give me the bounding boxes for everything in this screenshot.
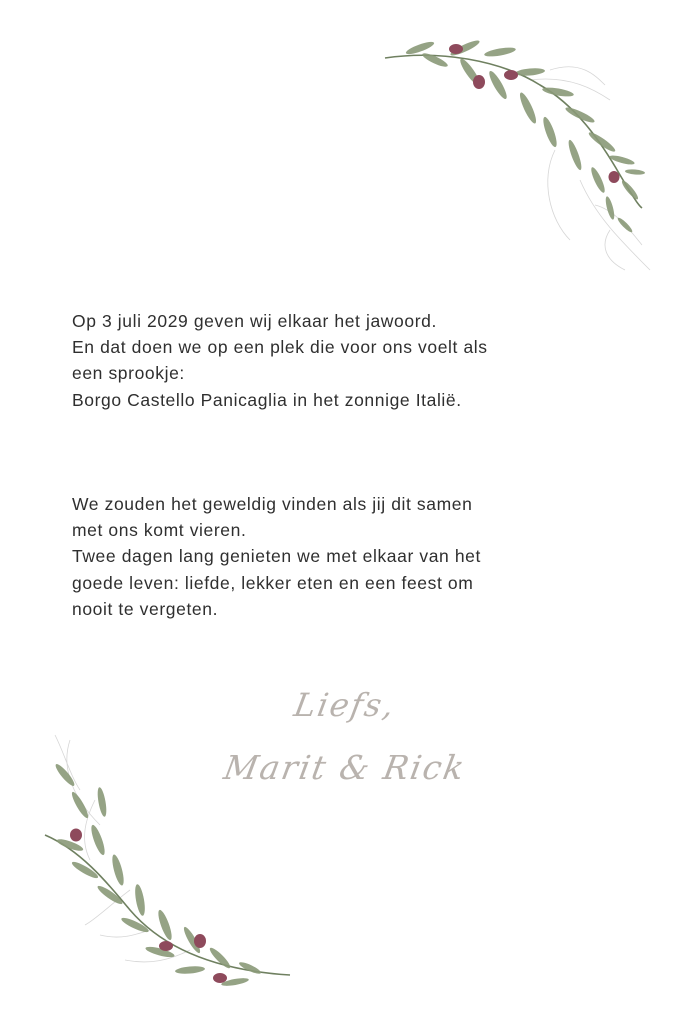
intro-line: Borgo Castello Panicaglia in het zonnige Italië. xyxy=(72,389,462,410)
invite-line: goede leven: liefde, lekker eten en een feest om xyxy=(72,572,474,593)
intro-line: een sprookje: xyxy=(72,363,185,384)
signature-names: Marit & Rick xyxy=(220,748,470,787)
invite-line: met ons komt vieren. xyxy=(72,520,247,541)
invite-line: We zouden het geweldig vinden als jij dit samen xyxy=(72,494,473,514)
intro-line: En dat doen we op een plek die voor ons voelt als xyxy=(72,337,488,358)
signature-greeting: Liefs, xyxy=(291,686,399,724)
olive-branch-icon xyxy=(40,730,310,1000)
invite-paragraph xyxy=(72,491,592,622)
invite-line: Twee dagen lang genieten we met elkaar van het xyxy=(72,546,481,567)
intro-line: Op 3 juli 2029 geven wij elkaar het jawoord. xyxy=(72,311,437,331)
intro-paragraph xyxy=(72,308,592,413)
invite-line: nooit te vergeten. xyxy=(72,598,219,619)
olive-branch-icon xyxy=(380,30,660,280)
